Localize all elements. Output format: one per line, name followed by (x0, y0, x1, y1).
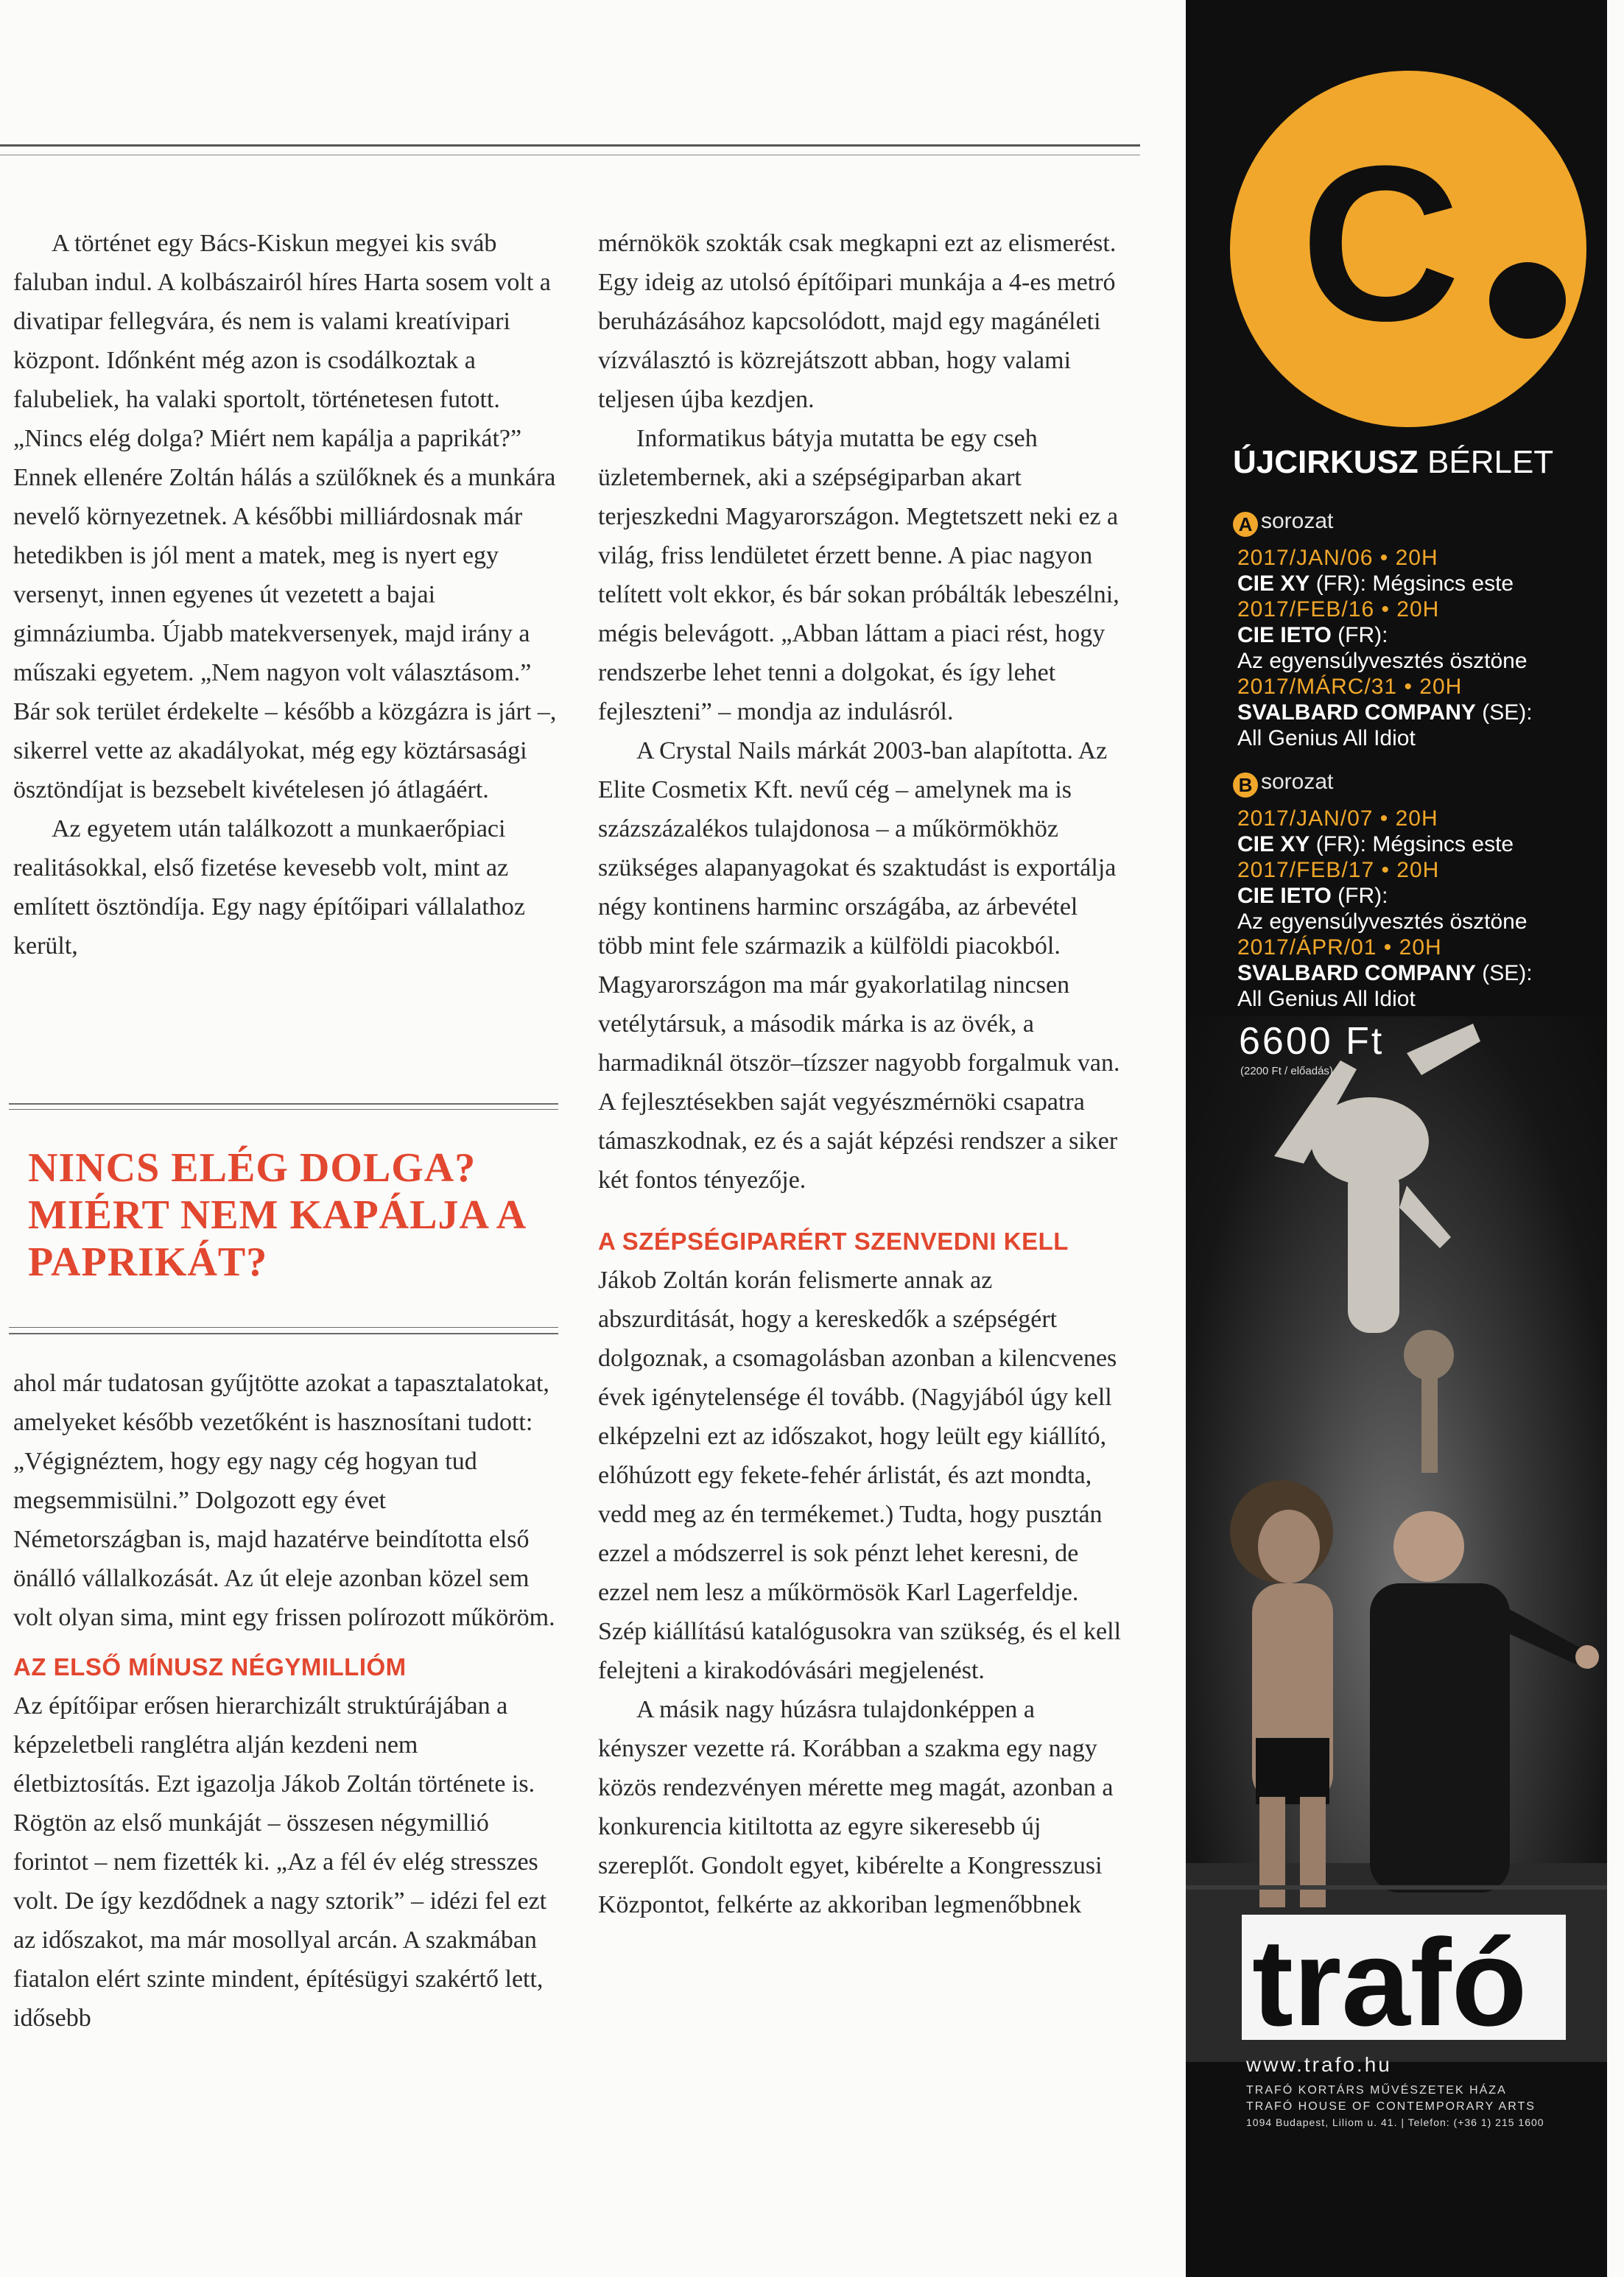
event-name (1237, 622, 1591, 648)
event-name (1237, 571, 1591, 596)
trafo-logo (1242, 1915, 1566, 2040)
event-date: 2017/FEB/17 • 20H (1237, 858, 1440, 882)
series-label-text: sorozat (1261, 770, 1334, 794)
paragraph: A történet egy Bács-Kiskun megyei kis sváb faluban indul. A kolbászairól híres Harta sosem volt a divatipar fellegvára, és nem is valami kreatívipari központ. Időnként még azon is csodálkoztak a falubeliek, ha valaki sportolt, történetesen futott. „Nincs elég dolga? Miért nem kapálja a paprikát?” Ennek ellenére Zoltán hálás a szülőknek és a munkára nevelő környezetnek. A későbbi milliárdosnak már hetedikben is jól ment a matek, meg is nyert egy versenyt, innen egyenes út vezetett a bajai gimnáziumba. Újabb matekversenyek, majd irány a műszaki egyetem. „Nem nagyon volt választásom.” Bár sok terület érdekelte – később a közgázra is járt –, sikerrel vette az akadályokat, még egy köztársasági ösztöndíjat is bezsebelt kivételesen jó átlagáért. (13, 230, 557, 803)
event-company: CIE IETO (1237, 884, 1332, 908)
event-title: All Genius All Idiot (1237, 987, 1416, 1011)
website-url: www.trafo.hu (1246, 2053, 1392, 2076)
event-name (1237, 960, 1591, 986)
event-name (1237, 700, 1591, 725)
quote-rule-top-thin (9, 1109, 558, 1110)
event-date: 2017/JAN/06 • 20H (1237, 546, 1438, 570)
paragraph: mérnökök szokták csak megkapni ezt az elismerést. Egy ideig az utolsó építőipari munkája a 4-es metró beruházásához kapcsolódott, majd egy magánéleti vízválasztó is közrejátszott abban, hogy valami teljesen újba kezdjen. (598, 230, 1117, 413)
event-name (1237, 883, 1591, 909)
ad-title-rest: BÉRLET (1418, 444, 1554, 480)
paragraph: Jákob Zoltán korán felismerte annak az abszurditását, hogy a kereskedők a szépségért dolgoznak, a csomagolásban azonban a kilencvenes évek igénytelensége él tovább. (Nagyjából úgy kell elképzelni ezt az időszakot, hogy leült egy kiállító, előhúzott egy fekete-fehér árlistát, és azt mondta, vedd meg az én termékemet.) Tudta, hogy pusztán ezzel a módszerrel is sok pénzt lehet keresni, de ezzel nem lesz a műkörmösök Karl Lagerfeldje. Szép kiállítású katalógusokra van szükség, és el kell felejteni a kirakodóvásári megjelenést. (598, 1267, 1122, 1684)
quote-rule-bottom-thin (9, 1327, 558, 1328)
ticket-price-note: (2200 Ft / előadás) (1240, 1065, 1333, 1077)
trafo-logo-text: trafó (1252, 1915, 1528, 2040)
event-date: 2017/MÁRC/31 • 20H (1237, 675, 1463, 699)
logo-dot (1489, 262, 1566, 339)
acrobats-photo (1186, 1016, 1607, 2062)
series-label-text: sorozat (1261, 509, 1334, 533)
event-name (1237, 831, 1591, 857)
series-b-marker: B (1233, 773, 1258, 798)
article-column-2 (598, 224, 1128, 1924)
paragraph: A Crystal Nails márkát 2003-ban alapította. Az Elite Cosmetix Kft. nevű cég – amelynek ma is százszázalékos tulajdonosa – a műkörmökhöz szükséges alapanyagokat és szaktudást is exportálja négy kontinens harminc országába, az árbevétel több mint fele származik a külföldi piacokból. Magyarországon ma már gyakorlatilag nincsen vetélytársuk, a második márka is az övék, a harmadiknál ötször–tízszer nagyobb forgalmuk van. A fejlesztésekben saját vegyészmérnöki csapatra támaszkodnak, ez és a saját képzési rendszer a siker két fontos tényezője. (598, 737, 1120, 1194)
ad-title (1233, 442, 1553, 483)
event-company: CIE IETO (1237, 623, 1332, 647)
event-country: (FR): (1331, 884, 1388, 908)
pull-quote: NINCS ELÉG DOLGA? MIÉRT NEM KAPÁLJA A PAPRIKÁT? (28, 1145, 525, 1285)
venue-name-hu: TRAFÓ KORTÁRS MŰVÉSZETEK HÁZA (1246, 2084, 1507, 2097)
venue-name-en: TRAFÓ HOUSE OF CONTEMPORARY ARTS (1246, 2100, 1536, 2113)
quote-rule-top (9, 1103, 558, 1105)
event-company: SVALBARD COMPANY (1237, 961, 1476, 985)
logo-letter: C (1301, 119, 1460, 367)
ticket-price: 6600 Ft (1239, 1020, 1385, 1063)
paragraph: Az egyetem után találkozott a munkaerőpiaci realitásokkal, első fizetése kevesebb volt, mint az említett ösztöndíja. Egy nagy építőipari vállalathoz került, (13, 815, 525, 960)
series-b-events (1237, 806, 1591, 1012)
ad-title-bold: ÚJCIRKUSZ (1233, 444, 1419, 480)
event-date: 2017/ÁPR/01 • 20H (1237, 935, 1442, 960)
paragraph: ahol már tudatosan gyűjtötte azokat a tapasztalatokat, amelyeket később vezetőként is hasznosítani tudott: „Végignéztem, hogy egy nagy cég hogyan tud megsemmisülni.” Dolgozott egy évet Németországban is, majd hazatérve beindította első önálló vállalkozását. Az út eleje azonban közel sem volt olyan sima, mint egy frissen polírozott műköröm. (13, 1370, 555, 1631)
event-country: (SE): (1475, 961, 1533, 985)
event-title: All Genius All Idiot (1237, 726, 1416, 750)
event-title: (FR): Mégsincs este (1310, 571, 1514, 596)
acrobats-illustration (1186, 1016, 1607, 2062)
event-date: 2017/JAN/07 • 20H (1237, 806, 1438, 831)
paragraph: A másik nagy húzásra tulajdonképpen a kényszer vezette rá. Korábban a szakma egy nagy közös rendezvényen mérette meg magát, azonban a konkurencia kitiltotta az egyre sikeresebb új szereplőt. Gondolt egyet, kibérelte a Kongresszusi Központot, felkérte az akkoriban legmenőbbnek (598, 1696, 1114, 1918)
event-company: CIE XY (1237, 571, 1310, 596)
venue-address: 1094 Budapest, Liliom u. 41. | Telefon: (+36 1) 215 1600 (1246, 2116, 1544, 2128)
pull-quote-box (9, 1103, 558, 1336)
event-title: Az egyensúlyvesztés ösztöne (1237, 649, 1528, 673)
series-b-label (1233, 767, 1333, 798)
quote-rule-bottom (9, 1333, 558, 1334)
article-column-1-bottom (13, 1364, 558, 2038)
event-title: Az egyensúlyvesztés ösztöne (1237, 909, 1528, 934)
series-a-label (1233, 507, 1333, 537)
top-rule (0, 144, 1140, 147)
subheading: AZ ELSŐ MÍNUSZ NÉGYMILLIÓM (13, 1653, 407, 1681)
series-a-events (1237, 545, 1591, 751)
article-column-1-top (13, 224, 558, 965)
trafo-advertisement (1186, 0, 1607, 2277)
event-company: SVALBARD COMPANY (1237, 700, 1476, 725)
series-a-marker: A (1233, 512, 1258, 537)
event-date: 2017/FEB/16 • 20H (1237, 597, 1440, 622)
event-country: (FR): (1331, 623, 1388, 647)
paragraph: Az építőipar erősen hierarchizált struktúrájában a képzeletbeli ranglétra alján kezdeni nem életbiztosítás. Ezt igazolja Jákob Zoltán története is. Rögtön az első munkáját – összesen négymillió forintot – nem fizették ki. „Az a fél év elég stresszes volt. De így kezdődnek a nagy sztorik” – idézi fel ezt az időszakot, ma már mosollyal arcán. A szakmában fiatalon elért szinte mindent, építésügyi szakértő lett, idősebb (13, 1692, 547, 2032)
event-country: (SE): (1475, 700, 1533, 725)
subheading: A SZÉPSÉGIPARÉRT SZENVEDNI KELL (598, 1228, 1069, 1255)
logo-circle (1230, 71, 1586, 427)
event-company: CIE XY (1237, 832, 1310, 856)
event-title: (FR): Mégsincs este (1310, 832, 1514, 856)
paragraph: Informatikus bátyja mutatta be egy cseh üzletembernek, aki a szépségiparban akart terjeszkedni Magyarországon. Megtetszett neki ez a világ, friss lendületet érzett benne. A piac nagyon telített volt ekkor, és bár sokan próbálták lebeszélni, mégis belevágott. „Abban láttam a piaci rést, hogy rendszerbe lehet tenni a dolgokat, és így lehet fejleszteni” – mondja az indulásról. (598, 425, 1119, 725)
